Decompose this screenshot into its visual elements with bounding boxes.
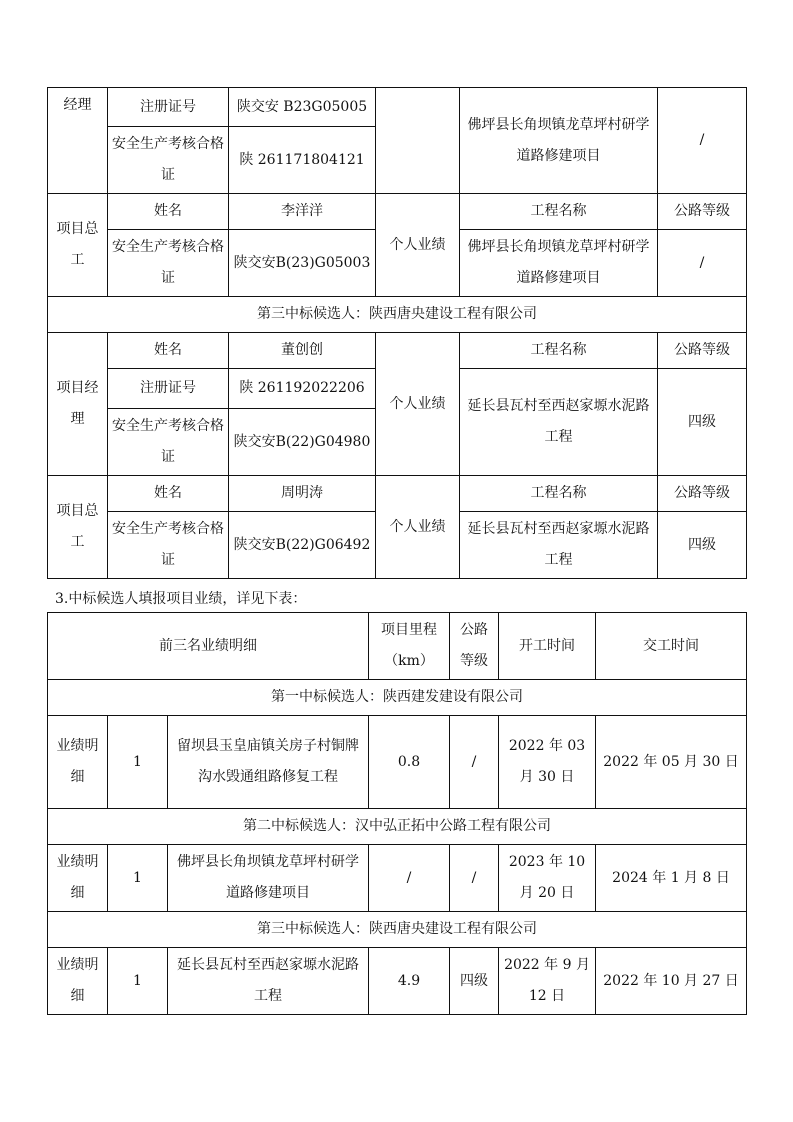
grade-header: 公路等级: [658, 194, 747, 230]
header-start: 开工时间: [499, 613, 596, 680]
header-grade: 公路等级: [450, 613, 499, 680]
row-index: 1: [108, 716, 168, 809]
grade-value: /: [658, 88, 747, 194]
table-row: [48, 912, 747, 948]
grade-value: /: [450, 845, 499, 912]
grade-value: /: [658, 230, 747, 297]
header-end: 交工时间: [596, 613, 747, 680]
perf-label: 个人业绩: [376, 476, 460, 579]
grade-value: 四级: [658, 512, 747, 579]
row-index: 1: [108, 845, 168, 912]
table-row: [48, 297, 747, 333]
reg-label: 注册证号: [108, 88, 229, 127]
table-row: [48, 333, 747, 369]
row-label: 业绩明细: [48, 948, 108, 1015]
header-detail: 前三名业绩明细: [48, 613, 369, 680]
row-label: 业绩明细: [48, 716, 108, 809]
project-name: 留坝县玉皇庙镇关房子村铜牌沟水毁通组路修复工程: [168, 716, 369, 809]
safety-label: 安全生产考核合格证: [108, 230, 229, 297]
name-label: 姓名: [108, 333, 229, 369]
table-row: [48, 809, 747, 845]
safety-label: 安全生产考核合格证: [108, 409, 229, 476]
mileage-value: 4.9: [369, 948, 450, 1015]
mileage-value: 0.8: [369, 716, 450, 809]
start-date: 2022 年 9 月 12 日: [499, 948, 596, 1015]
safety-value: 陕 261171804121: [229, 127, 376, 194]
end-date: 2022 年 10 月 27 日: [596, 948, 747, 1015]
table-row: [48, 194, 747, 230]
safety-label: 安全生产考核合格证: [108, 512, 229, 579]
role-label: 项目总工: [48, 194, 108, 297]
table-row: [48, 716, 747, 809]
proj-header: 工程名称: [460, 333, 658, 369]
grade-value: 四级: [658, 369, 747, 476]
role-label: 项目总工: [48, 476, 108, 579]
role-label: 经理: [48, 88, 108, 194]
name-value: 董创创: [229, 333, 376, 369]
section-note: 3.中标候选人填报项目业绩，详见下表：: [55, 591, 307, 607]
table-row: [48, 476, 747, 512]
performance-table: [47, 612, 747, 1015]
candidate-title: 第二中标候选人：汉中弘正拓中公路工程有限公司: [48, 809, 747, 845]
grade-value: 四级: [450, 948, 499, 1015]
name-label: 姓名: [108, 476, 229, 512]
start-date: 2023 年 10 月 20 日: [499, 845, 596, 912]
grade-value: /: [450, 716, 499, 809]
reg-value: 陕 261192022206: [229, 369, 376, 409]
candidate-title: 第一中标候选人：陕西建发建设有限公司: [48, 680, 747, 716]
candidate-title: 第三中标候选人：陕西唐央建设工程有限公司: [48, 912, 747, 948]
start-date: 2022 年 03 月 30 日: [499, 716, 596, 809]
table-row: [48, 948, 747, 1015]
table-row: [48, 680, 747, 716]
table-row: [48, 88, 747, 127]
safety-label: 安全生产考核合格证: [108, 127, 229, 194]
safety-value: 陕交安B(23)G05003: [229, 230, 376, 297]
mileage-value: /: [369, 845, 450, 912]
proj-header: 工程名称: [460, 476, 658, 512]
name-value: 周明涛: [229, 476, 376, 512]
project-name: 延长县瓦村至西赵家塬水泥路工程: [460, 512, 658, 579]
end-date: 2024 年 1 月 8 日: [596, 845, 747, 912]
reg-label: 注册证号: [108, 369, 229, 409]
table-header-row: [48, 613, 747, 680]
project-name: 佛坪县长角坝镇龙草坪村研学道路修建项目: [460, 88, 658, 194]
project-name: 延长县瓦村至西赵家塬水泥路工程: [460, 369, 658, 476]
table-row: [48, 845, 747, 912]
proj-header: 工程名称: [460, 194, 658, 230]
safety-value: 陕交安B(22)G04980: [229, 409, 376, 476]
header-mileage: 项目里程（km）: [369, 613, 450, 680]
grade-header: 公路等级: [658, 333, 747, 369]
row-index: 1: [108, 948, 168, 1015]
project-name: 佛坪县长角坝镇龙草坪村研学道路修建项目: [460, 230, 658, 297]
reg-value: 陕交安 B23G05005: [229, 88, 376, 127]
end-date: 2022 年 05 月 30 日: [596, 716, 747, 809]
project-name: 佛坪县长角坝镇龙草坪村研学道路修建项目: [168, 845, 369, 912]
perf-label: 个人业绩: [376, 194, 460, 297]
grade-header: 公路等级: [658, 476, 747, 512]
empty-cell: [376, 88, 460, 194]
candidate-title: 第三中标候选人：陕西唐央建设工程有限公司: [48, 297, 747, 333]
row-label: 业绩明细: [48, 845, 108, 912]
safety-value: 陕交安B(22)G06492: [229, 512, 376, 579]
role-label: 项目经理: [48, 333, 108, 476]
name-label: 姓名: [108, 194, 229, 230]
project-name: 延长县瓦村至西赵家塬水泥路工程: [168, 948, 369, 1015]
perf-label: 个人业绩: [376, 333, 460, 476]
personnel-table: [47, 87, 747, 579]
name-value: 李洋洋: [229, 194, 376, 230]
